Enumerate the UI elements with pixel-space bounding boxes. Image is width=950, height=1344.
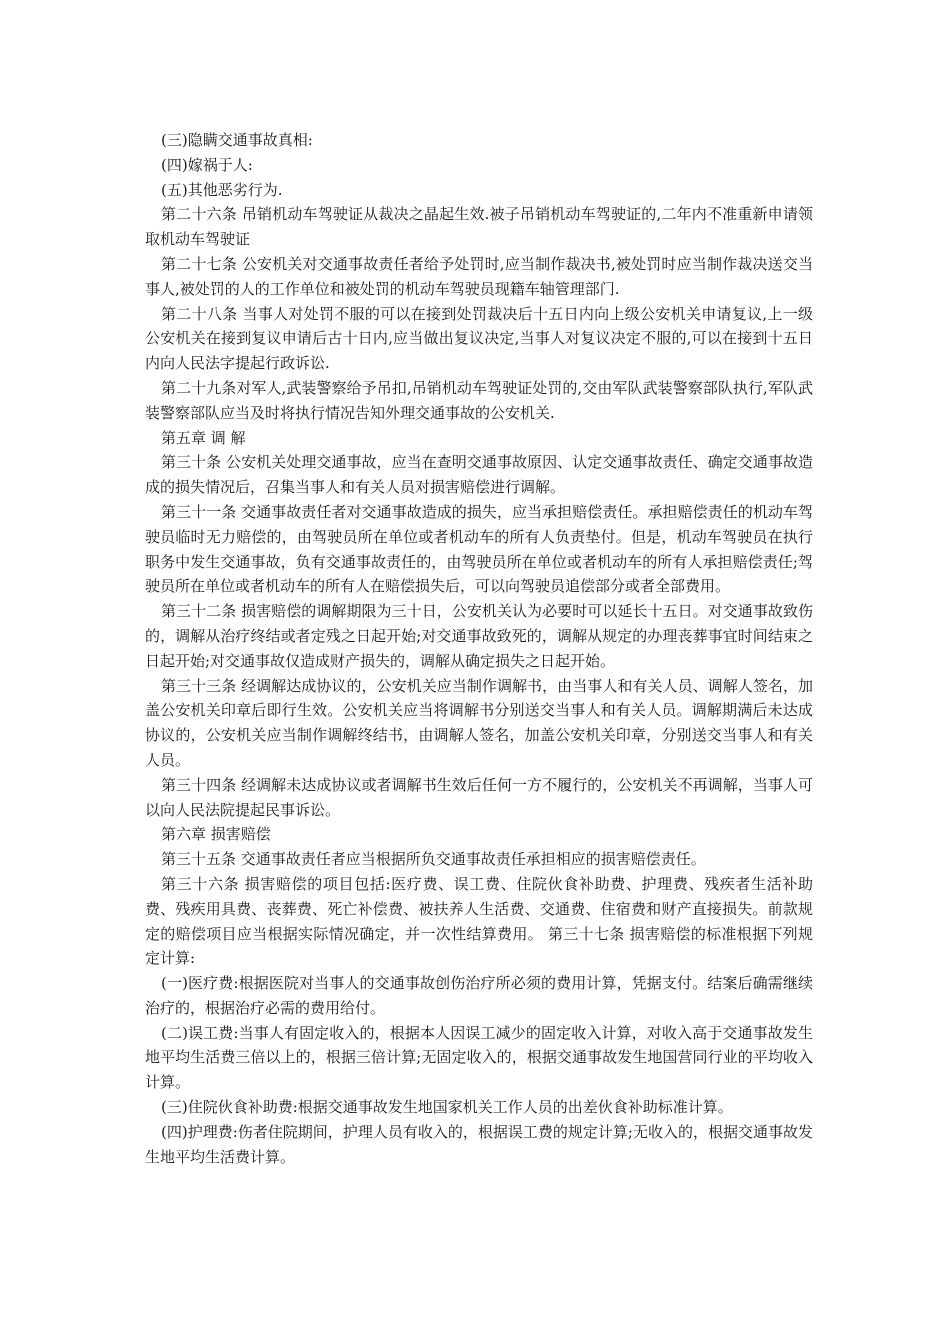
article-29: 第二十九条对军人,武装警察给予吊扣,吊销机动车驾驶证处罚的,交由军队武装警察部队执行,军队武装警察部队应当及时将执行情况告知外理交通事故的公安机关. <box>145 378 813 422</box>
article-33: 第三十三条 经调解达成协议的，公安机关应当制作调解书，由当事人和有关人员、调解人签名，加盖公安机关印章后即行生效。公安机关应当将调解书分别送交当事人和有关人员。调解期满后未达成协议的，公安机关应当制作调解终结书，由调解人签名，加盖公安机关印章，分别送交当事人和有关人员。 <box>145 676 813 769</box>
item-4-nursing-expenses: (四)护理费:伤者住院期间，护理人员有收入的，根据误工费的规定计算;无收入的，根据交通事故发生地平均生活费计算。 <box>145 1122 813 1166</box>
article-36-37: 第三十六条 损害赔偿的项目包括:医疗费、误工费、住院伙食补助费、护理费、残疾者生活补助费、残疾用具费、丧葬费、死亡补偿费、被扶养人生活费、交通费、住宿费和财产直接损失。前款规定的赔偿项目应当根据实际情况确定，并一次性结算费用。 第三十七条 损害赔偿的标准根据下列规定计算: <box>145 874 813 968</box>
paragraph-item-5-other-misconduct: (五)其他恶劣行为. <box>161 180 283 199</box>
article-35: 第三十五条 交通事故责任者应当根据所负交通事故责任承担相应的损害赔偿责任。 <box>161 850 706 869</box>
article-32: 第三十二条 损害赔偿的调解期限为三十日，公安机关认为必要时可以延长十五日。对交通事故致伤的，调解从治疗终结或者定残之日起开始;对交通事故致死的，调解从规定的办理丧葬事宜时间结束之日起开始;对交通事故仅造成财产损失的，调解从确定损失之日起开始。 <box>145 602 813 670</box>
article-27: 第二十七条 公安机关对交通事故责任者给予处罚时,应当制作裁决书,被处罚时应当制作裁决送交当事人,被处罚的人的工作单位和被处罚的机动车驾驶员现籍车轴管理部门. <box>145 254 813 298</box>
article-30: 第三十条 公安机关处理交通事故，应当在查明交通事故原因、认定交通事故责任、确定交通事故造成的损失情况后，召集当事人和有关人员对损害赔偿进行调解。 <box>145 453 813 497</box>
article-34: 第三十四条 经调解未达成协议或者调解书生效后任何一方不履行的，公安机关不再调解，当事人可以向人民法院提起民事诉讼。 <box>145 775 813 819</box>
item-1-medical-expenses: (一)医疗费:根据医院对当事人的交通事故创伤治疗所必须的费用计算，凭据支付。结案后确需继续治疗的，根据治疗必需的费用给付。 <box>145 974 813 1017</box>
article-26: 第二十六条 吊销机动车驾驶证从裁决之晶起生效.被子吊销机动车驾驶证的,二年内不准重新申请领取机动车驾驶证 <box>145 205 813 249</box>
item-3-meal-allowance: (三)住院伙食补助费:根据交通事故发生地国家机关工作人员的出差伙食补助标准计算。 <box>161 1098 733 1117</box>
item-2-lost-wages: (二)误工费:当事人有固定收入的，根据本人因误工减少的固定收入计算，对收入高于交通事故发生地平均生活费三倍以上的，根据三倍计算;无固定收入的，根据交通事故发生地国营同行业的平均收入计算。 <box>145 1023 813 1092</box>
paragraph-item-4-blame-shifting: (四)嫁祸于人: <box>161 155 253 174</box>
document-page <box>145 128 813 1169</box>
chapter-6-heading: 第六章 损害赔偿 <box>161 825 271 844</box>
chapter-5-heading: 第五章 调 解 <box>161 428 246 447</box>
article-31: 第三十一条 交通事故责任者对交通事故造成的损失，应当承担赔偿责任。承担赔偿责任的机动车驾驶员临时无力赔偿的，由驾驶员所在单位或者机动车的所有人负责垫付。但是，机动车驾驶员在执行职务中发生交通事故，负有交通事故责任的，由驾驶员所在单位或者机动车的所有人承担赔偿责任;驾驶员所在单位或者机动车的所有人在赔偿损失后，可以向驾驶员追偿部分或者全部费用。 <box>145 502 813 596</box>
article-28: 第二十八条 当事人对处罚不服的可以在接到处罚裁决后十五日内向上级公安机关申请复议,上一级公安机关在接到复议申请后古十日内,应当做出复议决定,当事人对复议决定不服的,可以在接到十五日内向人民法字提起行政诉讼. <box>145 304 813 373</box>
paragraph-item-3-concealment: (三)隐瞒交通事故真相: <box>161 131 313 149</box>
